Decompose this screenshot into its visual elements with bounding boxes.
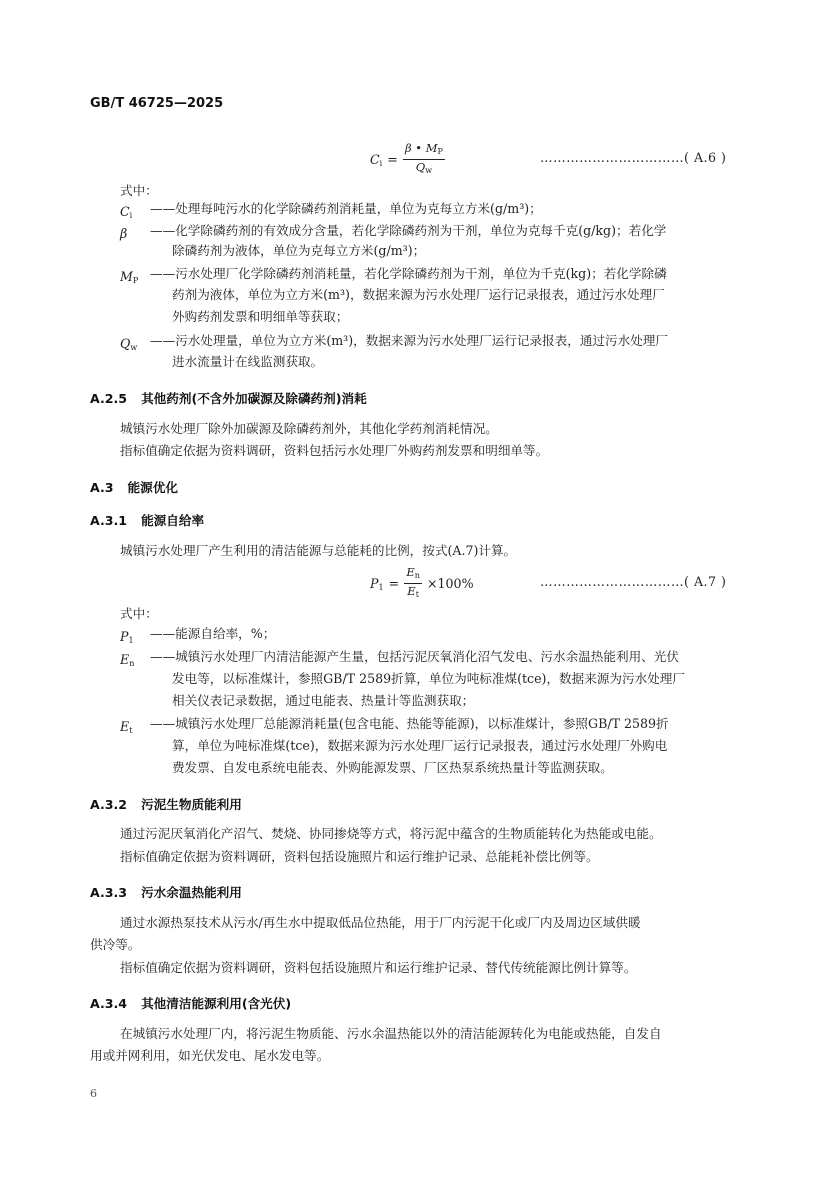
section-a32-heading [90, 794, 242, 813]
def-qw-sub: w [130, 343, 138, 352]
def-beta-line-2: 除磷药剂为液体，单位为克每立方米(g/m³)； [172, 243, 426, 258]
para-a33-line-2: 供冷等。 [90, 937, 141, 952]
eq-a6-den-sub: w [425, 166, 433, 175]
where-label-1: 式中： [120, 183, 158, 198]
def-qw-line-1: ——污水处理量，单位为立方米(m³)，数据来源为污水处理厂运行记录报表，通过污水处理厂 [150, 333, 668, 348]
def-et-line-2: 算，单位为吨标准煤(tce)，数据来源为污水处理厂运行记录报表，通过污水处理厂外购电 [172, 738, 668, 753]
section-a33-title: 污水余温热能利用 [141, 885, 242, 900]
section-a31-title: 能源自给率 [141, 513, 205, 528]
def-en-symbol: E [120, 652, 130, 667]
section-a34-title: 其他清洁能源利用(含光伏) [141, 996, 292, 1011]
eq-a6-numerator: β • M [404, 141, 438, 155]
para-a25-line-2: 指标值确定依据为资料调研，资料包括污水处理厂外购药剂发票和明细单等。 [120, 443, 549, 458]
def-beta-line-1: ——化学除磷药剂的有效成分含量，若化学除磷药剂为干剂，单位为克每千克(g/kg)；若化学 [150, 223, 667, 238]
eq-a6-num-sub: P [437, 147, 443, 156]
section-a3-heading [90, 477, 178, 496]
def-p1-line-1: ——能源自给率，%； [150, 626, 276, 641]
eq-a6-lhs: C [370, 152, 380, 167]
def-qw [120, 333, 137, 352]
def-en [120, 649, 134, 668]
equation-a6 [370, 141, 445, 178]
para-a33-line-1: 通过水源热泵技术从污水/再生水中提取低品位热能，用于厂内污泥干化或厂内及周边区域供暖 [120, 915, 641, 930]
para-a33-line-3: 指标值确定依据为资料调研，资料包括设施照片和运行维护记录、替代传统能源比例计算等。 [120, 960, 637, 975]
section-a3-title: 能源优化 [127, 480, 178, 495]
def-ci-sub: i [129, 211, 133, 220]
def-en-sub: n [129, 659, 135, 668]
section-a33-heading [90, 882, 242, 901]
def-p1-sub: 1 [128, 636, 134, 645]
equation-a7 [370, 565, 474, 602]
def-beta-symbol: β [120, 226, 128, 241]
eq-a7-tail: ×100% [426, 576, 474, 591]
def-et-line-1: ——城镇污水处理厂总能源消耗量(包含电能、热能等能源)，以标准煤计，参照GB/T 2589折 [150, 716, 669, 731]
def-en-line-3: 相关仪表记录数据，通过电能表、热量计等监测获取； [172, 693, 475, 708]
eq-a6-fraction [403, 141, 445, 178]
para-a34-line-2: 用或并网利用，如光伏发电、尾水发电等。 [90, 1048, 330, 1063]
section-a3-number: A.3 [90, 480, 114, 495]
eq-a6-lhs-sub: i [379, 159, 383, 168]
def-et [120, 716, 132, 735]
section-a31-number: A.3.1 [90, 513, 128, 528]
def-mp-line-1: ——污水处理厂化学除磷药剂消耗量，若化学除磷药剂为干剂，单位为千克(kg)；若化学除磷 [150, 266, 667, 281]
def-et-line-3: 费发票、自发电系统电能表、外购能源发票、厂区热泵系统热量计等监测获取。 [172, 760, 613, 775]
eq-a7-fraction [404, 565, 422, 602]
def-qw-line-2: 进水流量计在线监测获取。 [172, 354, 324, 369]
eq-a6-ref: ……………………………( A.6 ) [540, 150, 727, 165]
where-label-2: 式中： [120, 606, 158, 621]
def-en-line-1: ——城镇污水处理厂内清洁能源产生量，包括污泥厌氧消化沼气发电、污水余温热能利用、光伏 [150, 649, 679, 664]
eq-a7-ref: ……………………………( A.7 ) [540, 574, 727, 589]
def-ci [120, 201, 132, 220]
def-et-sub: t [129, 726, 133, 735]
def-mp-sub: P [132, 276, 139, 285]
section-a33-number: A.3.3 [90, 885, 128, 900]
para-a31: 城镇污水处理厂产生利用的清洁能源与总能耗的比例，按式(A.7)计算。 [120, 543, 517, 558]
def-qw-symbol: Q [120, 336, 131, 351]
def-mp-symbol: M [120, 269, 133, 284]
eq-a7-den-sub: t [415, 590, 419, 599]
def-mp-line-2: 药剂为液体，单位为立方米(m³)，数据来源为污水处理厂运行记录报表，通过污水处理厂 [172, 287, 665, 302]
def-beta [120, 223, 127, 242]
eq-a7-equals: = [388, 576, 400, 591]
standard-id: GB/T 46725—2025 [90, 96, 224, 111]
eq-a6-equals: = [387, 152, 398, 167]
def-p1 [120, 626, 134, 645]
section-a32-title: 污泥生物质能利用 [141, 797, 242, 812]
def-et-symbol: E [120, 719, 130, 734]
eq-a7-lhs-sub: 1 [378, 583, 384, 592]
def-p1-symbol: P [120, 629, 129, 644]
para-a32-line-1: 通过污泥厌氧消化产沼气、焚烧、协同掺烧等方式，将污泥中蕴含的生物质能转化为热能或电能。 [120, 826, 662, 841]
section-a31-heading [90, 510, 204, 529]
def-ci-line-1: ——处理每吨污水的化学除磷药剂消耗量，单位为克每立方米(g/m³)； [150, 201, 542, 216]
eq-a7-lhs: P [370, 576, 379, 591]
eq-a7-numerator: E [406, 565, 415, 579]
section-a25-title: 其他药剂(不含外加碳源及除磷药剂)消耗 [141, 391, 367, 406]
def-en-line-2: 发电等，以标准煤计，参照GB/T 2589折算，单位为吨标准煤(tce)，数据来源为污水处理厂 [172, 671, 685, 686]
section-a34-number: A.3.4 [90, 996, 128, 1011]
para-a32-line-2: 指标值确定依据为资料调研，资料包括设施照片和运行维护记录、总能耗补偿比例等。 [120, 849, 599, 864]
eq-a7-denominator: E [407, 584, 416, 598]
def-ci-symbol: C [120, 204, 130, 219]
def-mp-line-3: 外购药剂发票和明细单等获取； [172, 309, 349, 324]
eq-a7-num-sub: n [414, 571, 420, 580]
section-a25-heading [90, 388, 367, 407]
page-number: 6 [90, 1087, 97, 1100]
eq-a6-denominator: Q [415, 160, 426, 174]
para-a34-line-1: 在城镇污水处理厂内，将污泥生物质能、污水余温热能以外的清洁能源转化为电能或热能，自发自 [120, 1026, 662, 1041]
section-a25-number: A.2.5 [90, 391, 128, 406]
section-a34-heading [90, 993, 291, 1012]
section-a32-number: A.3.2 [90, 797, 128, 812]
def-mp [120, 266, 138, 285]
para-a25-line-1: 城镇污水处理厂除外加碳源及除磷药剂外，其他化学药剂消耗情况。 [120, 421, 498, 436]
